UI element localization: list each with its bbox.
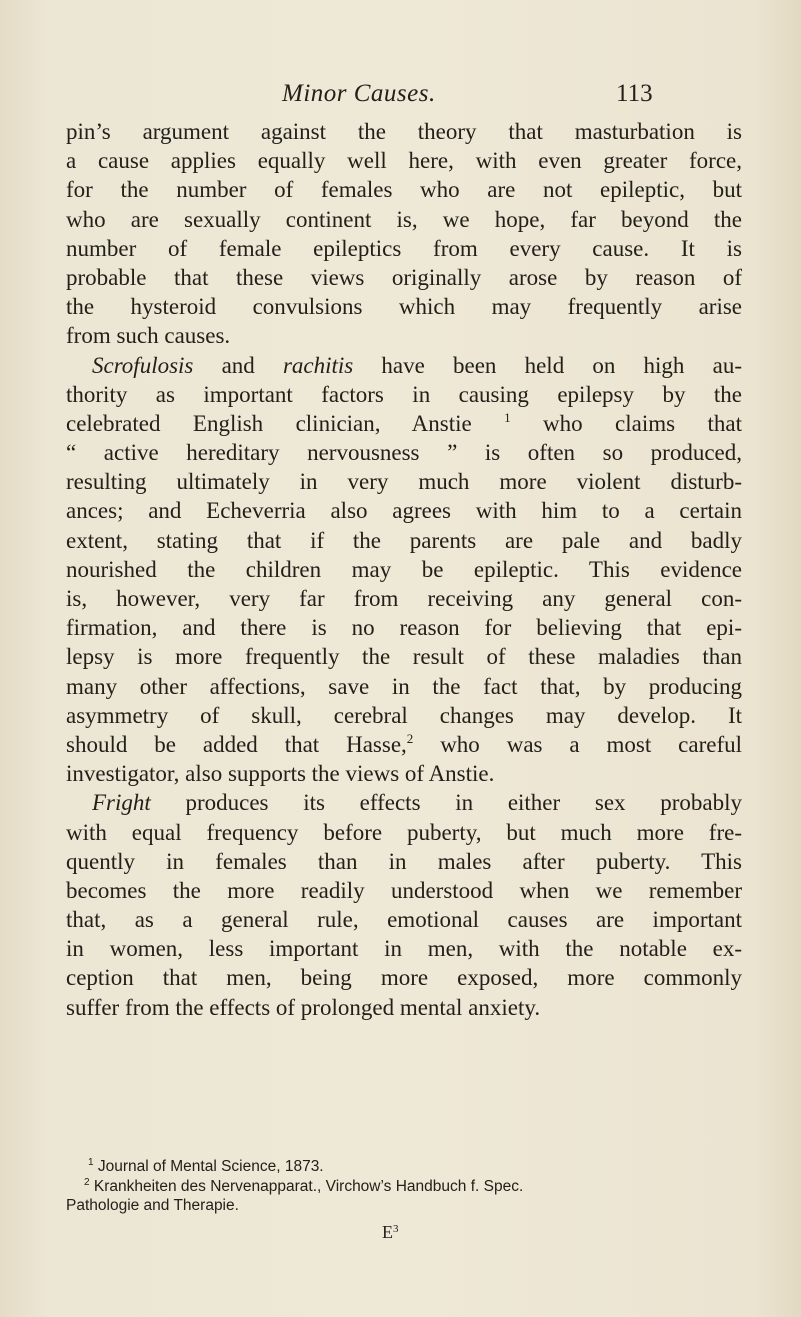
text-line: should be added that Hasse,$^2$ who was a most careful (66, 730, 742, 757)
text-line: asymmetry of skull, cerebral changes may develop. It (66, 702, 742, 728)
text-line: suffer from the effects of prolonged mental anxiety. (66, 994, 541, 1020)
text-line: for the number of females who are not epileptic, but (66, 177, 742, 203)
term-scrofulosis: Scrofulosis (92, 352, 194, 378)
term-fright: Fright (92, 790, 151, 816)
text-line: thority as important factors in causing epilepsy by the (66, 381, 742, 407)
text-line: lepsy is more frequently the result of these maladies than (66, 644, 742, 670)
paragraph-scrofulosis-start: Scrofulosis and rachitis have been held on high au- (92, 352, 742, 378)
text-line: firmation, and there is no reason for believing that epi- (66, 615, 742, 641)
text-line: who are sexually continent is, we hope, far beyond the (66, 206, 742, 232)
text-line: that, as a general rule, emotional causes are important (66, 907, 742, 933)
text-line: probable that these views originally arose by reason of (66, 264, 742, 290)
text-line: from such causes. (66, 323, 231, 349)
text-line: number of female epileptics from every cause. It is (66, 235, 742, 261)
text-line: in women, less important in men, with the notable ex- (66, 936, 742, 962)
footnote-1: $^1$ Journal of Mental Science, 1873. (88, 1157, 324, 1175)
footnote-ref-2: 2 (406, 730, 414, 746)
text-line: the hysteroid convulsions which may frequently arise (66, 294, 742, 320)
running-head (0, 78, 801, 114)
footnote-2-continuation: Pathologie and Therapie. (66, 1197, 239, 1214)
text-line: quently in females than in males after puberty. This (66, 848, 742, 874)
text-line: with equal frequency before puberty, but much more fre- (66, 819, 742, 845)
text-line: is, however, very far from receiving any general con- (66, 586, 742, 611)
text-line: resulting ultimately in very much more violent disturb- (66, 469, 742, 495)
text-line: pin’s argument against the theory that masturbation is (66, 119, 742, 144)
printer-signature-mark: $E^3$ (382, 1222, 399, 1242)
text-line: investigator, also supports the views of Anstie. (66, 761, 495, 787)
footnote-2: $^2$ Krankheiten des Nervenapparat., Virchow’s Handbuch f. Spec. (84, 1176, 524, 1195)
text-line: celebrated English clinician, Anstie $^1$ who claims that (66, 409, 742, 436)
text-line: becomes the more readily understood when we remember (66, 877, 742, 903)
text-line: extent, stating that if the parents are pale and badly (66, 527, 742, 553)
body-text (66, 117, 742, 1022)
page-number: 113 (616, 80, 653, 107)
text-line: many other affections, save in the fact that, by producing (66, 673, 742, 699)
footnote-ref-1: 1 (504, 409, 511, 425)
text-line: a cause applies equally well here, with even greater force, (66, 148, 742, 174)
text-line: nourished the children may be epileptic. This evidence (66, 556, 742, 582)
running-title: Minor Causes. (282, 80, 436, 107)
footnotes (66, 1157, 742, 1216)
text-line: ception that men, being more exposed, more commonly (66, 965, 742, 991)
text-line: ances; and Echeverria also agrees with him to a certain (66, 498, 742, 524)
term-rachitis: rachitis (282, 352, 354, 378)
text-line: “ active hereditary nervousness ” is often so produced, (66, 440, 742, 466)
paragraph-fright-start: Fright produces its effects in either sex probably (92, 790, 742, 816)
